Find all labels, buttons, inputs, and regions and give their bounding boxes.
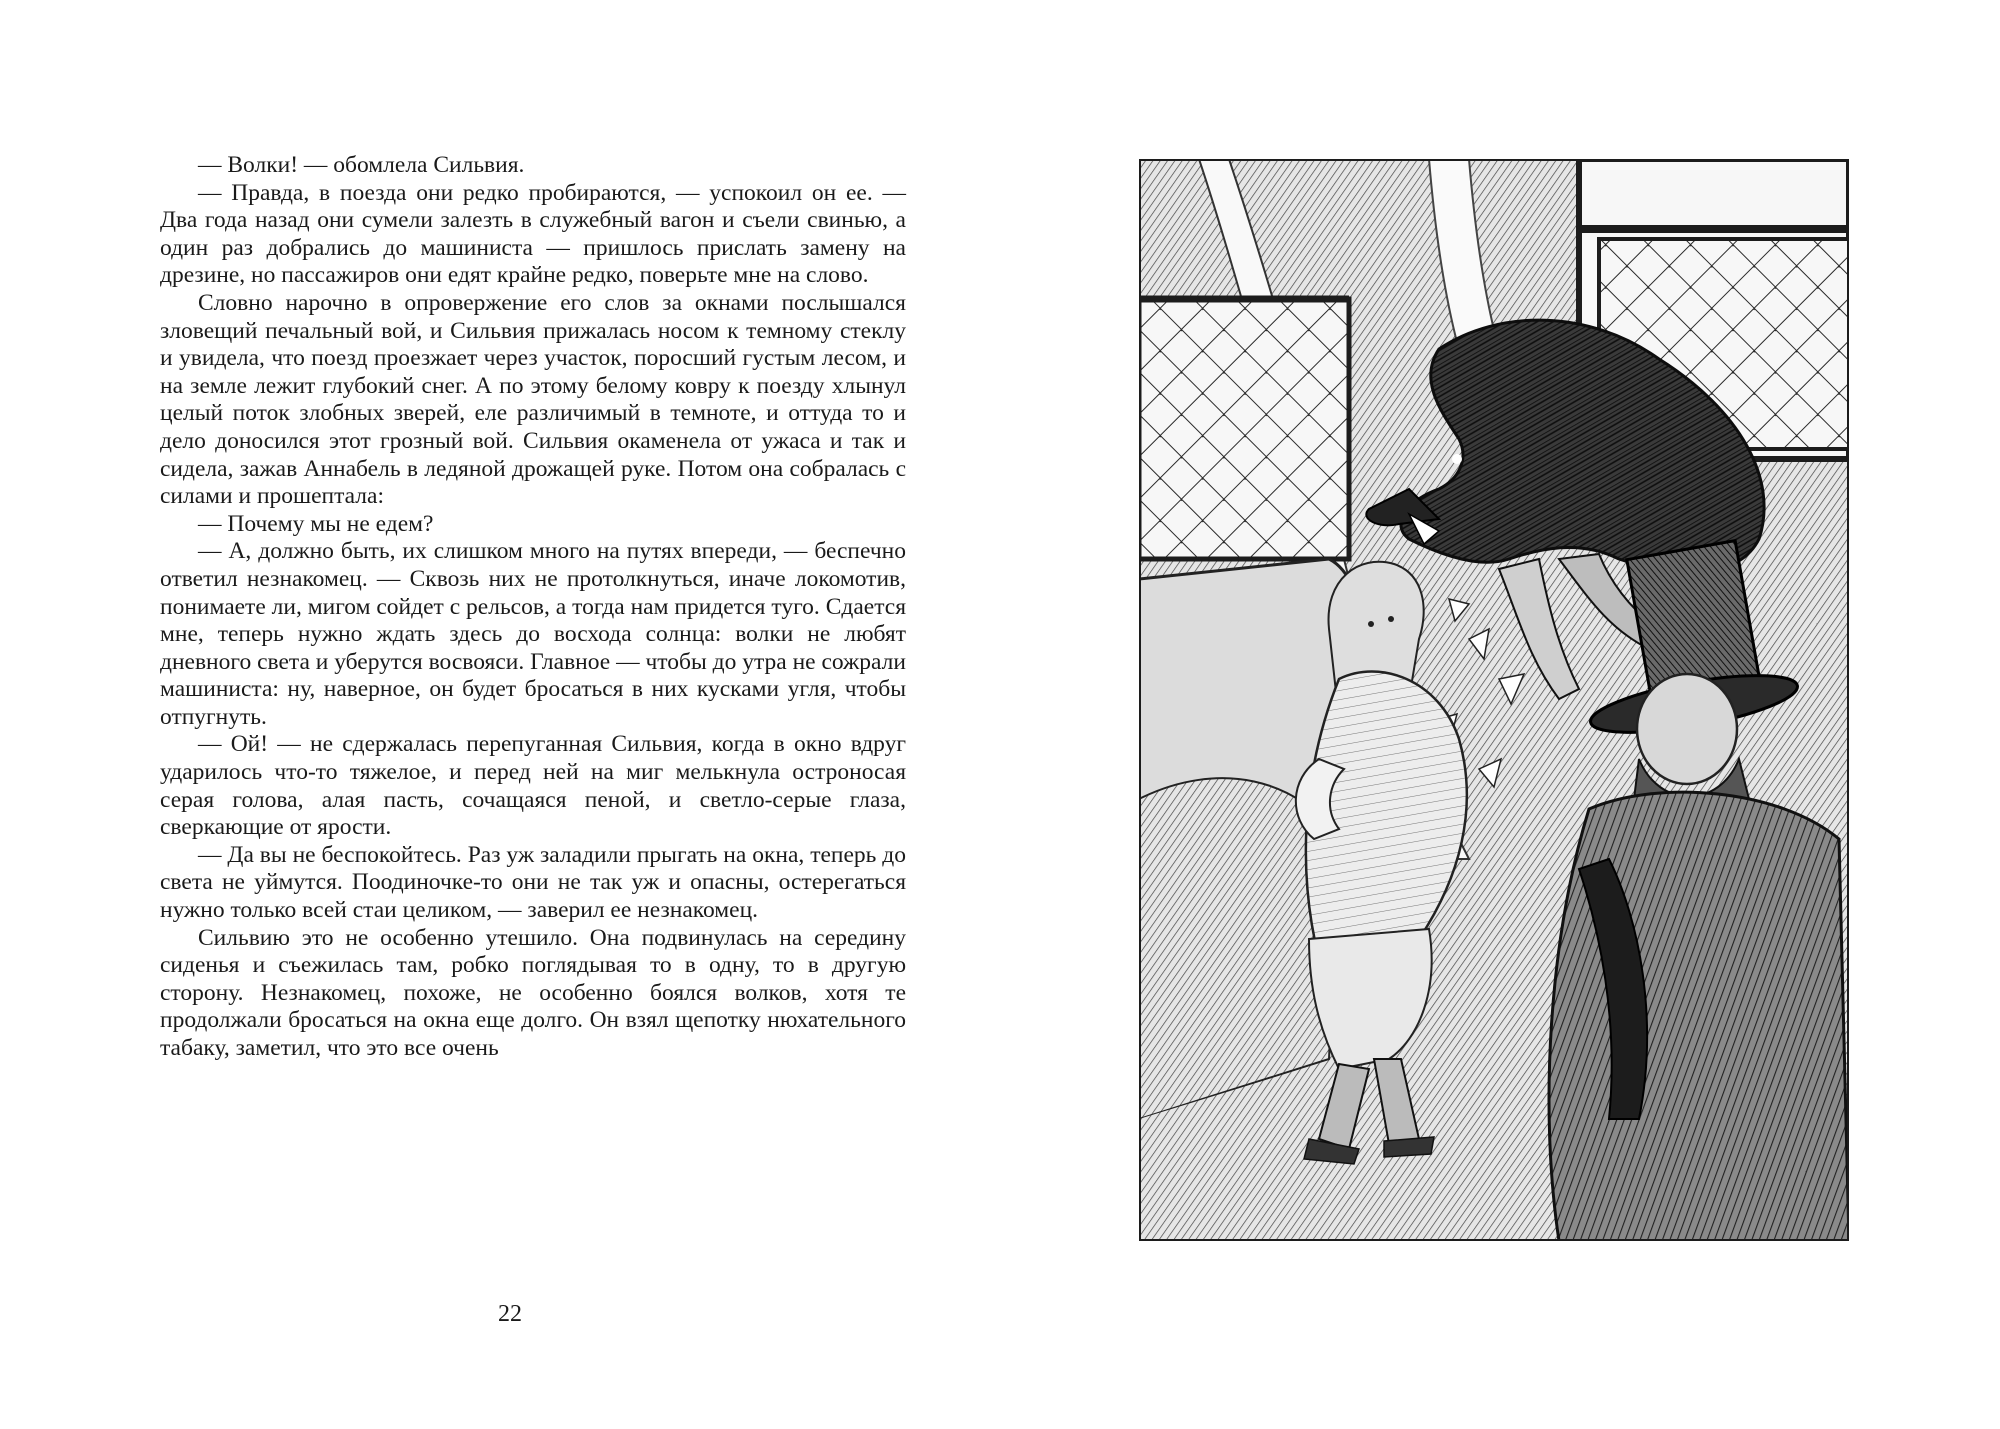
text-page-left bbox=[160, 152, 906, 1063]
paragraph: — А, должно быть, их слишком много на путях впереди, — беспечно ответил незнакомец. — Сквозь них не протолкнуться, иначе локомотив, понимаете ли, мигом сойдет с рельсов, а тогда нам придется туго. Сдается мне, теперь нужно ждать здесь до восхода солнца: волки не любят дневного света и уберутся восвояси. Главное — чтобы до утра не сожрали машиниста: ну, наверное, он будет бросаться в них кусками угля, чтобы отпугнуть. bbox=[160, 538, 906, 730]
paragraph: — Да вы не беспокойтесь. Раз уж заладили прыгать на окна, теперь до света не уймутся. Поодиночке-то они не так уж и опасны, остерегаться нужно только всей стаи целиком, — заверил ее незнакомец. bbox=[160, 841, 906, 924]
page-number: 22 bbox=[498, 1301, 522, 1327]
illustration-wolf-attack bbox=[1139, 159, 1849, 1241]
paragraph: Сильвию это не особенно утешило. Она подвинулась на середину сиденья и съежилась там, робко поглядывая то в одну, то в другую сторону. Незнакомец, похоже, не особенно боялся волков, хотя те продолжали бросаться на окна еще долго. Он взял щепотку нюхательного табаку, заметил, что это все очень bbox=[160, 924, 906, 1061]
paragraph: Словно нарочно в опровержение его слов за окнами послышался зловещий печальный вой, и Сильвия прижалась носом к темному стеклу и увидела, что поезд проезжает через участок, поросший густым лесом, и на земле лежит глубокий снег. А по этому белому ковру к поезду хлынул целый поток злобных зверей, еле различимый в темноте, и оттуда то и дело доносился этот грозный вой. Сильвия окаменела от ужаса и так и сидела, зажав Аннабель в ледяной дрожащей руке. Потом она собралась с силами и прошептала: bbox=[160, 289, 906, 510]
paragraph: — Волки! — обомлела Сильвия. bbox=[198, 152, 525, 178]
window-left bbox=[1139, 299, 1349, 559]
paragraph: — Ой! — не сдержалась перепуганная Сильвия, когда в окно вдруг ударилось что-то тяжелое, и перед ней на миг мелькнула остроносая серая голова, алая пасть, сочащаяся пеной, и светло-серые глаза, сверкающие от ярости. bbox=[160, 731, 906, 841]
paragraph: — Почему мы не едем? bbox=[198, 510, 434, 537]
paragraph: — Правда, в поезда они редко пробираются, — успокоил он ее. — Два года назад они сумели залезть в служебный вагон и съели свинью, а один раз добрались до машиниста — пришлось прислать замену на дрезине, но пассажиров они едят крайне редко, поверьте мне на слово. bbox=[160, 179, 906, 289]
